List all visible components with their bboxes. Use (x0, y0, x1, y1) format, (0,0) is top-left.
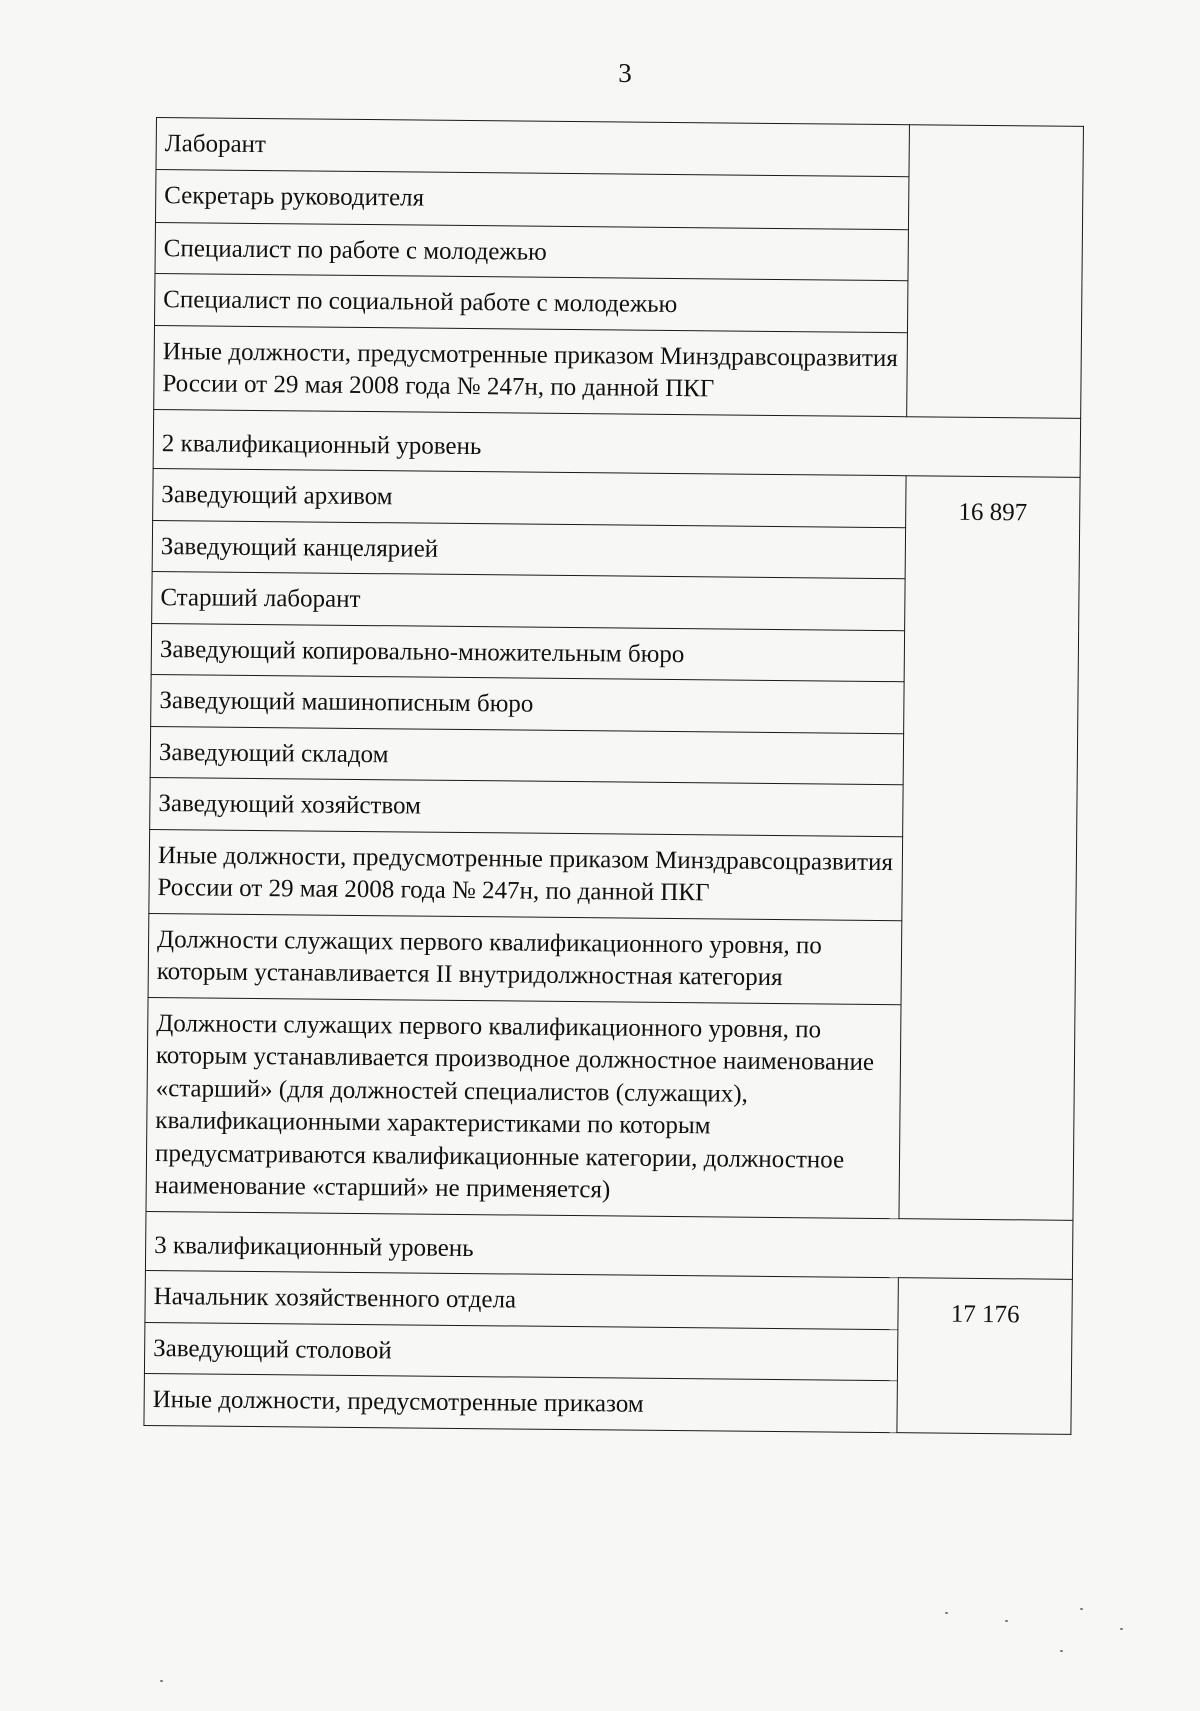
position-cell: Должности служащих первого квалификационного уровня, по которым устанавливается производное должностное наименование «старший» (для должностей специалистов (служащих), квалификационными характеристиками по которым предусматриваются квалификационные категории, должностное наименование «старший» не применяется) (146, 997, 901, 1218)
position-cell: Заведующий машинописным бюро (151, 674, 905, 733)
position-cell: Старший лаборант (152, 571, 906, 630)
position-cell: Специалист по работе с молодежью (155, 222, 909, 281)
position-cell: Начальник хозяйственного отдела (145, 1270, 899, 1329)
position-cell: Заведующий складом (150, 726, 904, 785)
position-cell: Иные должности, предусмотренные приказом Минздравсоцразвития России от 29 мая 2008 года № 247н, по данной ПКГ (149, 829, 903, 920)
salary-amount: 17 176 (897, 1278, 1072, 1434)
scan-speck (1120, 1628, 1123, 1630)
position-cell: Заведующий канцелярией (152, 520, 906, 579)
position-cell: Секретарь руководителя (155, 169, 909, 229)
position-cell: Заведующий хозяйством (150, 777, 904, 836)
level-header-row (153, 409, 1081, 477)
table-row (145, 1270, 1072, 1330)
position-cell: Заведующий столовой (144, 1322, 898, 1381)
position-cell: Лаборант (156, 118, 910, 177)
scan-speck (160, 1680, 163, 1682)
page-number: 3 (618, 58, 632, 88)
level-header: 3 квалификационный уровень (145, 1211, 1073, 1279)
salary-amount: 16 897 (899, 476, 1080, 1220)
level-header-row (145, 1211, 1073, 1279)
position-cell: Специалист по социальной работе с молодежью (155, 273, 909, 332)
position-cell: Заведующий копировально-множительным бюро (151, 623, 905, 682)
level-header: 2 квалификационный уровень (153, 409, 1081, 477)
salary-table (143, 117, 1084, 1434)
scan-speck (945, 1612, 948, 1614)
scan-speck (1080, 1608, 1083, 1610)
table-row (153, 468, 1080, 528)
position-cell: Заведующий архивом (153, 468, 907, 527)
position-cell: Должности служащих первого квалификационного уровня, по которым устанавливается II внутридолжностная категория (148, 913, 902, 1004)
position-cell: Иные должности, предусмотренные приказом (144, 1373, 898, 1432)
scan-speck (1005, 1620, 1008, 1622)
amount-cell-empty (907, 125, 1084, 418)
table-row (156, 118, 1083, 178)
position-cell: Иные должности, предусмотренные приказом Минздравсоцразвития России от 29 мая 2008 года № 247н, по данной ПКГ (154, 325, 908, 416)
scan-speck (1060, 1650, 1063, 1652)
